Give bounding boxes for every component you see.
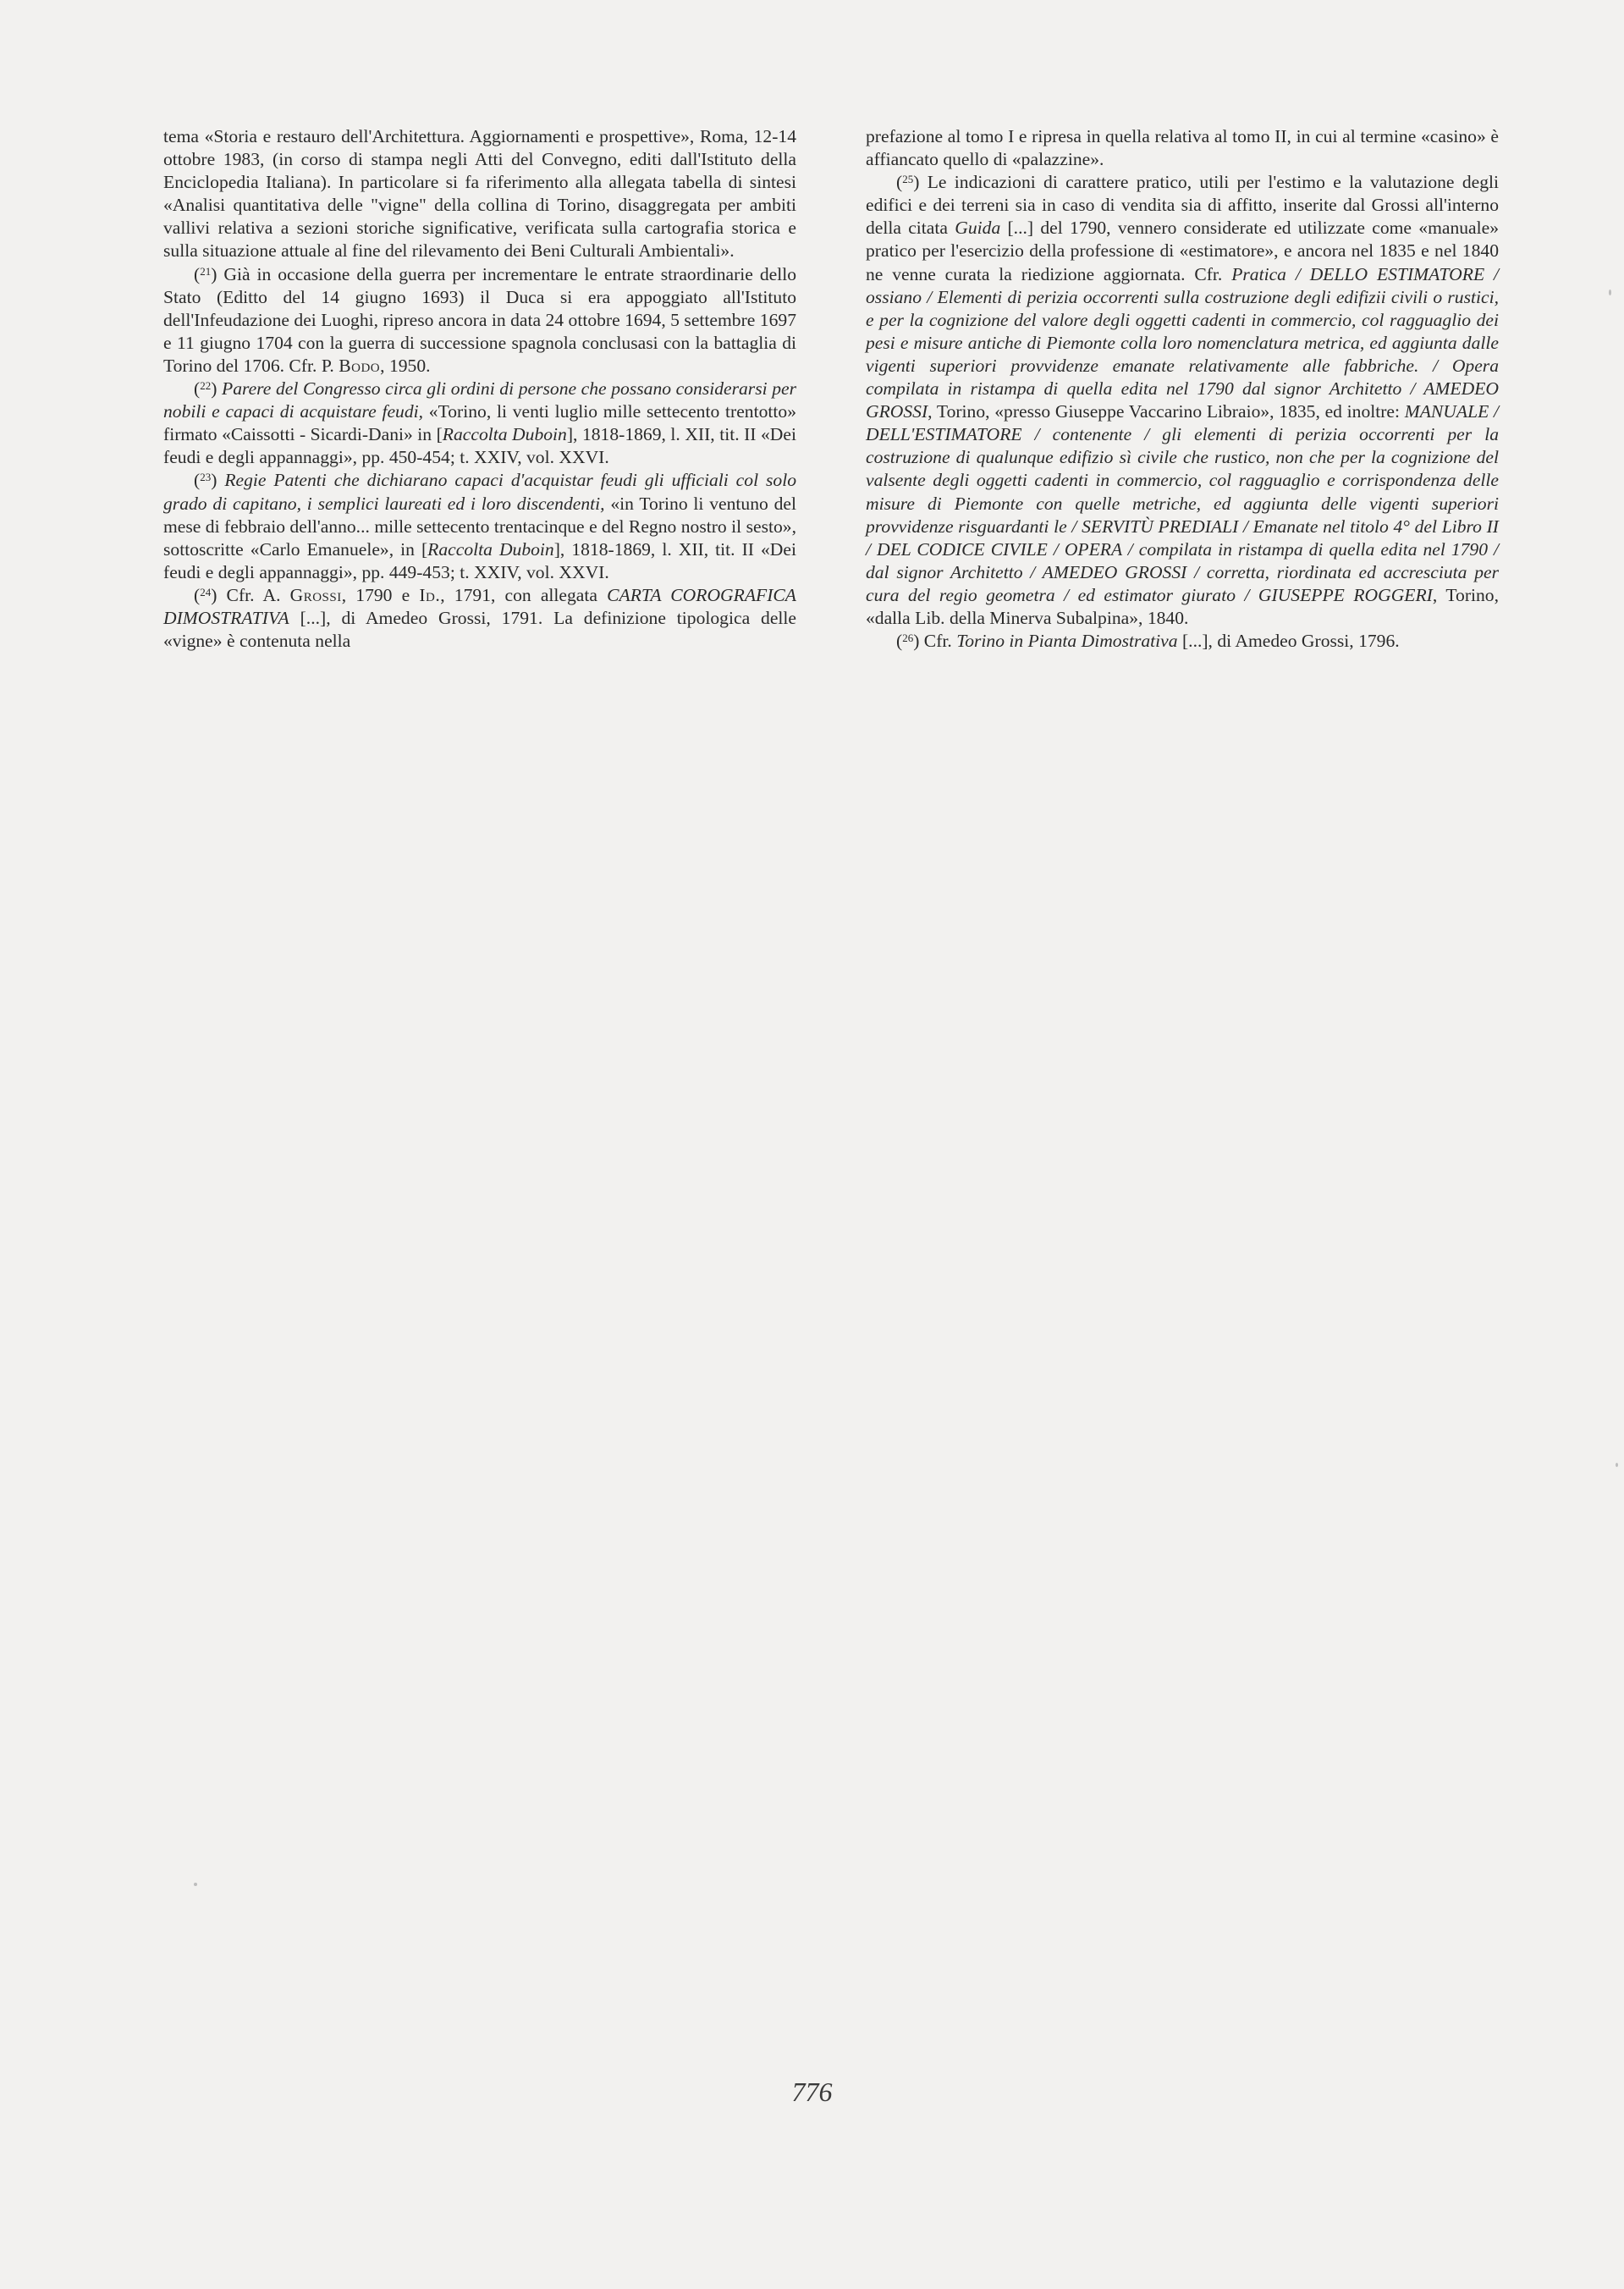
paper-speck [194, 1883, 197, 1886]
paper-speck [1616, 1463, 1618, 1467]
footnote-number: 23 [200, 471, 212, 484]
paper-speck [1609, 290, 1611, 295]
footnote-23: ($^{23}$) Regie Patenti che dichiarano capaci d'acquistar feudi gli ufficiali col solo grado di capitano, i semplici laureati ed i loro discendenti, «in Torino li ventuno del mese di febbraio dell'anno... mille settecento trentacinque e del Regno nostro il sesto», sottoscritte «Carlo Emanuele», in [Raccolta Duboin], 1818-1869, l. XII, tit. II «Dei feudi e degli appannaggi», pp. 449-453; t. XXIV, vol. XXVI. [163, 470, 797, 582]
footnote-number: 22 [200, 379, 212, 393]
continued-paragraph: tema «Storia e restauro dell'Architettura. Aggiornamenti e prospettive», Roma, 12-14 ottobre 1983, (in corso di stampa negli Atti del Convegno, editi dall'Istituto della Enciclopedia Italiana). In particolare si fa riferimento alla allegata tabella di sintesi «Analisi quantitativa delle "vigne" della collina di Torino, disaggregata per ambiti vallivi relativa a sezioni storiche significative, verificata sulla cartografia storica e sulla situazione attuale al fine del rilevamento dei Beni Culturali Ambientali». [163, 126, 796, 262]
citation-title: Torino in Pianta Dimostrativa [956, 631, 1178, 652]
footnote-22: ($^{22}$) Parere del Congresso circa gli ordini di persone che possano considerarsi per nobili e capaci di acquistare feudi, «Torino, li venti luglio mille settecento trentotto» firmato «Caissotti - Sicardi-Dani» in [Raccolta Duboin], 1818-1869, l. XII, tit. II «Dei feudi e degli appannaggi», pp. 450-454; t. XXIV, vol. XXVI. [163, 378, 796, 468]
citation-title: Pratica / DELLO ESTIMATORE / ossiano / Elementi di perizia occorrenti sulla costruzione degli edifizii civili o rustici, e per la cognizione del valore degli oggetti cadenti in commercio, col ragguaglio dei pesi e misure antiche di Piemonte colla loro nomenclatura metrica, ed aggiunta dalle vigenti superiori provvidenze emanate relativamente alle fabbriche. / Opera compilata in ristampa di quella edita nel 1790 dal signor Architetto / AMEDEO GROSSI [866, 263, 1499, 422]
footnote-number: 25 [902, 173, 914, 186]
footnote-24: ($^{24}$) Cfr. A. Grossi, 1790 e Id., 1791, con allegata CARTA COROGRAFICA DIMOSTRATIVA [...], di Amedeo Grossi, 1791. La definizione tipologica delle «vigne» è contenuta nella [163, 584, 796, 652]
footnote-21: ($^{21}$) Già in occasione della guerra per incrementare le entrate straordinarie dello Stato (Editto del 14 giugno 1693) il Duca si era appoggiato all'Istituto dell'Infeudazione dei Luoghi, ripreso ancora in data 24 ottobre 1694, 5 settembre 1697 e 11 giugno 1704 con la guerra di successione spagnola conclusasi con la battaglia di Torino del 1706. Cfr. P. Bodo, 1950. [163, 263, 796, 376]
footnote-26: ($^{26}$) Cfr. Torino in Pianta Dimostrativa [...], di Amedeo Grossi, 1796. [896, 631, 1400, 652]
author-name: Id. [419, 584, 441, 605]
footnote-number: 26 [902, 632, 914, 645]
footnote-number: 24 [200, 585, 212, 598]
author-name: Bodo [339, 355, 381, 376]
page-number: 776 [791, 2077, 833, 2107]
left-column [163, 125, 796, 653]
source-title: Raccolta Duboin [442, 424, 567, 445]
citation-title: MANUALE / DELL'ESTIMATORE / contenente / gli elementi di perizia occorrenti per la costruzione di qualunque edifizio sì civile che rustico, non che per la cognizione del valsente degli oggetti cadenti in commercio, col ragguaglio e corrispondenza delle misure di Piemonte con quelle metriche, ed aggiunta delle vigenti superiori provvidenze risguardanti le / SERVITÙ PREDIALI / Emanate nel titolo 4° del Libro II / DEL CODICE CIVILE / OPERA / compilata in ristampa di quella edita nel 1790 / dal signor Architetto / AMEDEO GROSSI / corretta, riordinata ed accresciuta per cura del regio geometra / ed estimator giurato / GIUSEPPE ROGGERI [866, 401, 1499, 605]
citation-title: Parere del Congresso circa gli ordini di persone che possano considerarsi per nobili e capaci di acquistare feudi, [163, 378, 796, 422]
citation-title: CARTA COROGRAFICA DIMOSTRATIVA [163, 584, 796, 628]
continued-paragraph: prefazione al tomo I e ripresa in quella relativa al tomo II, in cui al termine «casino» è affiancato quello di «palazzine». [866, 126, 1499, 170]
footnote-number: 21 [200, 264, 212, 278]
citation-title: Guida [955, 218, 1001, 239]
citation-title: Regie Patenti che dichiarano capaci d'acquistar feudi gli ufficiali col solo grado di capitano, i semplici laureati ed i loro discendenti, [163, 470, 796, 514]
author-name: Grossi [289, 584, 342, 605]
footnote-25: ($^{25}$) Le indicazioni di carattere pratico, utili per l'estimo e la valutazione degli edifici e dei terreni sia in caso di vendita sia di affitto, inserite dal Grossi all'interno della citata Guida [...] del 1790, vennero considerate ed utilizzate come «manuale» pratico per l'esercizio della professione di «estimatore», e ancora nel 1835 e nel 1840 ne venne curata la riedizione aggiornata. Cfr. Pratica / DELLO ESTIMATORE / ossiano / Elementi di perizia occorrenti sulla costruzione degli edifizii civili o rustici, e per la cognizione del valore degli oggetti cadenti in commercio, col ragguaglio dei pesi e misure antiche di Piemonte colla loro nomenclatura metrica, ed aggiunta dalle vigenti superiori provvidenze emanate relativamente alle fabbriche. / Opera compilata in ristampa di quella edita nel 1790 dal signor Architetto / AMEDEO GROSSI, Torino, «presso Giuseppe Vaccarino Libraio», 1835, ed inoltre: MANUALE / DELL'ESTIMATORE / contenente / gli elementi di perizia occorrenti per la costruzione di qualunque edifizio sì civile che rustico, non che per la cognizione del valsente degli oggetti cadenti in commercio, col ragguaglio e corrispondenza delle misure di Piemonte con quelle metriche, ed aggiunta delle vigenti superiori provvidenze risguardanti le / SERVITÙ PREDIALI / Emanate nel titolo 4° del Libro II / DEL CODICE CIVILE / OPERA / compilata in ristampa di quella edita nel 1790 / dal signor Architetto / AMEDEO GROSSI / corretta, riordinata ed accresciuta per cura del regio geometra / ed estimator giurato / GIUSEPPE ROGGERI, Torino, «dalla Lib. della Minerva Subalpina», 1840. [866, 172, 1500, 628]
source-title: Raccolta Duboin [427, 538, 554, 560]
right-column [866, 125, 1499, 653]
